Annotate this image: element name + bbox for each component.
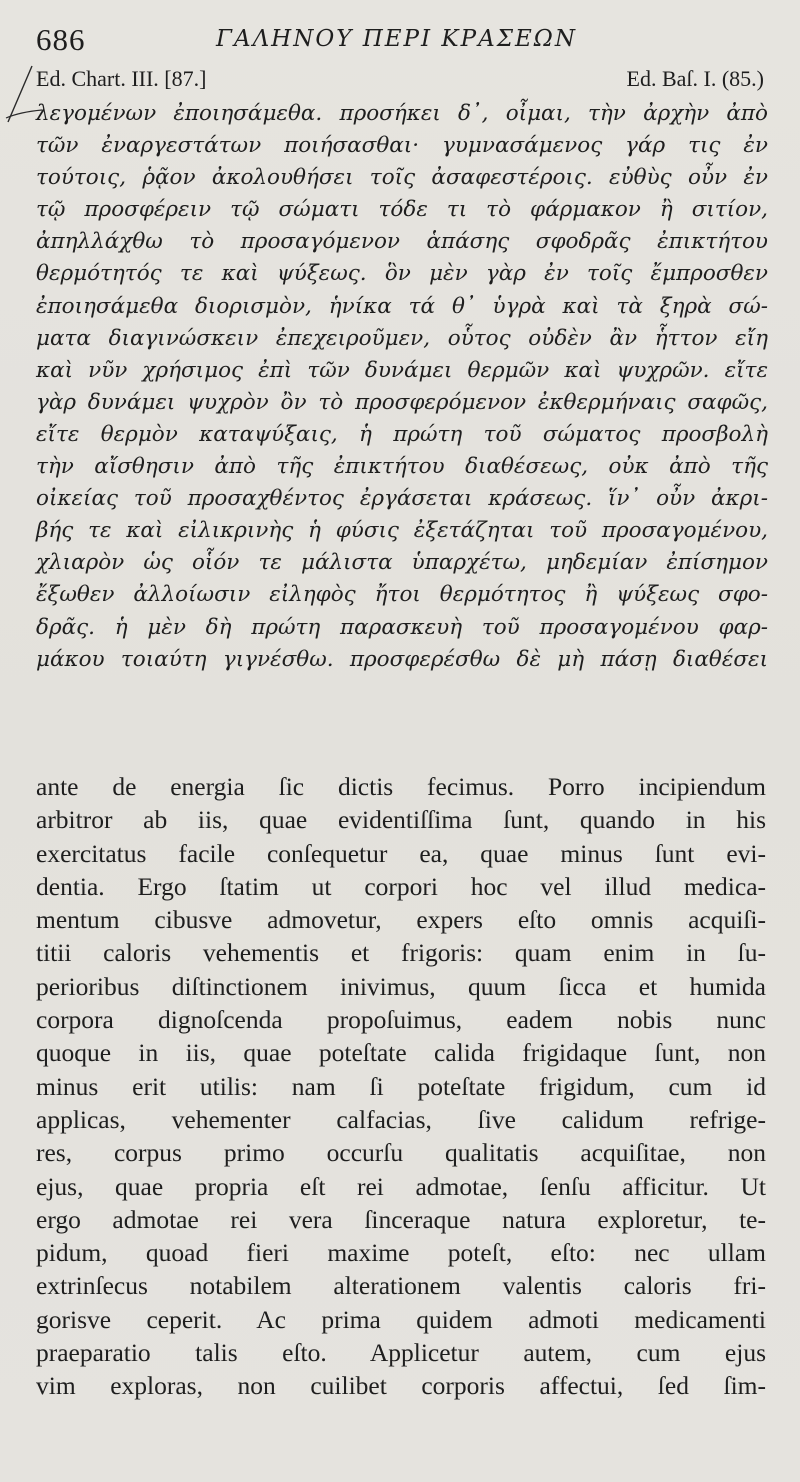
- greek-line: μάκου τοιαύτη γιγνέσθω. προσφερέσθω δὲ μὴ πάσῃ διαθέσει: [36, 646, 768, 672]
- greek-line: δρᾶς. ἡ μὲν δὴ πρώτη παρασκευὴ τοῦ προσαγομένου φαρ-: [36, 614, 768, 640]
- latin-line: praeparatio talis eſto. Applicetur autem, cum ejus: [36, 1338, 766, 1368]
- greek-text-block: [36, 98, 768, 676]
- greek-line: ἀπηλλάχθω τὸ προσαγόμενον ἁπάσης σφοδρᾶς ἐπικτήτου: [36, 229, 768, 255]
- latin-line: applicas, vehementer calfacias, ſive calidum refrige-: [36, 1104, 766, 1134]
- greek-line: τῷ προσφέρειν τῷ σώματι τόδε τι τὸ φάρμακον ἢ σιτίον,: [36, 197, 768, 223]
- page-header: [36, 22, 766, 62]
- latin-line: quoque in iis, quae poteſtate calida frigidaque ſunt, non: [36, 1038, 766, 1068]
- greek-line: χλιαρὸν ὡς οἷόν τε μάλιστα ὑπαρχέτω, μηδεμίαν ἐπίσημον: [36, 550, 768, 576]
- greek-line: τούτοις, ῥᾷον ἀκολουθήσει τοῖς ἀσαφεστέροις. εὐθὺς οὖν ἐν: [36, 165, 768, 191]
- latin-line: arbitror ab iis, quae evidentiſſima ſunt, quando in his: [36, 805, 766, 835]
- greek-line: τῶν ἐναργεστάτων ποιήσασθαι· γυμνασάμενος γάρ τις ἐν: [36, 133, 768, 159]
- edition-reference-chartier: Ed. Chart. III. [87.]: [36, 66, 207, 91]
- latin-line: dentia. Ergo ſtatim ut corpori hoc vel illud medica-: [36, 871, 766, 901]
- latin-line: vim exploras, non cuilibet corporis affectui, ſed ſim-: [36, 1371, 766, 1401]
- latin-line: ante de energia ſic dictis fecimus. Porro incipiendum: [36, 772, 766, 801]
- greek-line: ἐποιησάμεθα διορισμὸν, ἡνίκα τά θ᾽ ὑγρὰ καὶ τὰ ξηρὰ σώ-: [36, 293, 768, 319]
- greek-line: ματα διαγινώσκειν ἐπεχειροῦμεν, οὗτος οὐδὲν ἂν ἧττον εἴη: [36, 325, 768, 351]
- page-number: 686: [36, 22, 86, 57]
- latin-line: extrinſecus notabilem alterationem valentis caloris fri-: [36, 1271, 766, 1301]
- running-title: ΓΑΛΗΝΟΥ ΠΕΡΙ ΚΡΑΣΕΩΝ: [216, 26, 577, 52]
- latin-line: exercitatus facile conſequetur ea, quae minus ſunt evi-: [36, 838, 766, 868]
- greek-line: λεγομένων ἐποιησάμεθα. προσήκει δ᾽, οἶμαι, τὴν ἀρχὴν ἀπὸ: [36, 101, 768, 126]
- latin-line: mentum cibusve admovetur, expers eſto omnis acquiſi-: [36, 905, 766, 935]
- greek-line: τὴν αἴσθησιν ἀπὸ τῆς ἐπικτήτου διαθέσεως, οὐκ ἀπὸ τῆς: [36, 454, 768, 480]
- greek-line: ἔξωθεν ἀλλοίωσιν εἰληφὸς ἤτοι θερμότητος ἢ ψύξεως σφο-: [36, 582, 768, 608]
- greek-line: βής τε καὶ εἰλικρινὴς ἡ φύσις ἐξετάζηται τοῦ προσαγομένου,: [36, 518, 768, 544]
- greek-line: καὶ νῦν χρήσιμος ἐπὶ τῶν δυνάμει θερμῶν καὶ ψυχρῶν. εἴτε: [36, 357, 768, 383]
- latin-line: corpora dignoſcenda propoſuimus, eadem nobis nunc: [36, 1005, 766, 1035]
- latin-line: ergo admotae rei vera ſinceraque natura exploretur, te-: [36, 1204, 766, 1234]
- edition-reference-basel: Ed. Baſ. I. (85.): [626, 66, 764, 91]
- latin-line: perioribus diſtinctionem inivimus, quum ſicca et humida: [36, 971, 766, 1001]
- greek-line: εἴτε θερμὸν καταψύξαις, ἡ πρώτη τοῦ σώματος προσβολὴ: [36, 421, 768, 447]
- latin-line: gorisve ceperit. Ac prima quidem admoti medicamenti: [36, 1304, 766, 1334]
- latin-line: titii caloris vehementis et frigoris: quam enim in ſu-: [36, 938, 766, 968]
- greek-line: οἰκείας τοῦ προσαχθέντος ἐργάσεται κράσεως. ἵν᾽ οὖν ἀκρι-: [36, 486, 768, 512]
- edition-references: [36, 66, 764, 96]
- greek-line: θερμότητός τε καὶ ψύξεως. ὃν μὲν γὰρ ἐν τοῖς ἔμπροσθεν: [36, 261, 768, 287]
- latin-line: minus erit utilis: nam ſi poteſtate frigidum, cum id: [36, 1071, 766, 1101]
- latin-line: ejus, quae propria eſt rei admotae, ſenſu afficitur. Ut: [36, 1171, 766, 1201]
- latin-line: res, corpus primo occurſu qualitatis acquiſitae, non: [36, 1138, 766, 1168]
- greek-line: γὰρ δυνάμει ψυχρὸν ὂν τὸ προσφερόμενον ἐκθερμήναις σαφῶς,: [36, 389, 768, 415]
- latin-line: pidum, quoad fieri maxime poteſt, eſto: nec ullam: [36, 1238, 766, 1268]
- latin-text-block: [36, 770, 766, 1403]
